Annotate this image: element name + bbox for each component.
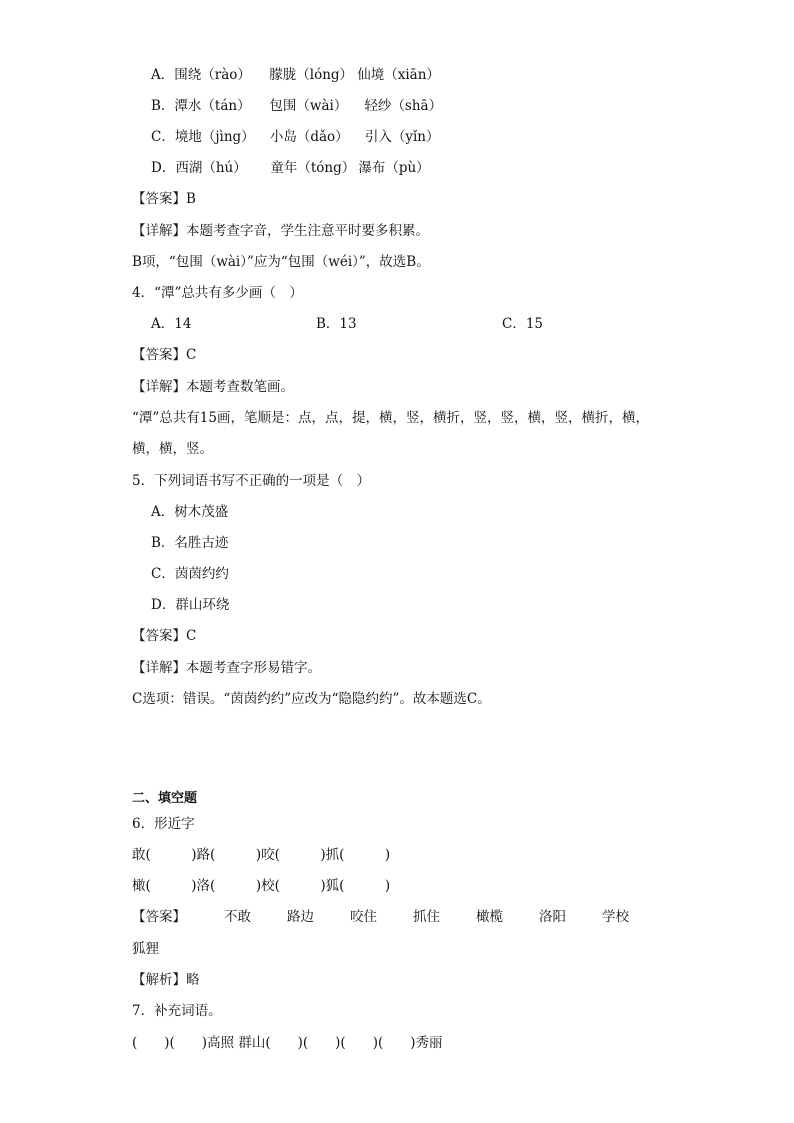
answer-tag: 【答案】 (132, 191, 186, 207)
answer-word: 不敢 (224, 909, 251, 925)
analysis-tag: 【解析】 (132, 972, 186, 988)
q6-answer (132, 908, 629, 926)
blank-char: )抓( (279, 847, 345, 863)
q3-answer (132, 190, 196, 208)
option-item: 西湖（hú） (175, 160, 247, 176)
option-label: D． (151, 160, 176, 176)
blank-char: )咬( (215, 847, 280, 863)
q4-detail (132, 378, 294, 396)
option-label: B． (151, 98, 175, 114)
option-item: 包围（wài） (269, 98, 348, 114)
q3-option-c (151, 128, 439, 146)
q5-detail-2: C选项：错误。“茵茵约约”应改为“隐隐约约”。故本题选C。 (132, 691, 491, 707)
detail-tag: 【详解】 (132, 379, 186, 395)
blank-char: 敢( (132, 847, 151, 863)
detail-text: 本题考查字形易错字。 (186, 660, 321, 676)
option-item: 引入（yǐn） (364, 129, 440, 145)
detail-tag: 【详解】 (132, 660, 186, 676)
answer-word: 路边 (287, 909, 314, 925)
detail-tag: 【详解】 (132, 223, 186, 239)
answer-tag: 【答案】 (132, 347, 186, 363)
answer-word: 橄榄 (476, 909, 503, 925)
q5-stem: 5．下列词语书写不正确的一项是（ ） (132, 473, 371, 489)
q6-row-2 (132, 877, 390, 895)
q5-detail (132, 659, 321, 677)
q5-option-d: D．群山环绕 (151, 597, 230, 613)
option-item: B．13 (316, 316, 357, 332)
option-item: 仙境（xiān） (357, 67, 440, 83)
blank-char: 橄( (132, 878, 151, 894)
option-item: 朦胧（lóng） (269, 67, 354, 83)
q4-detail-2: “潭”总共有15画，笔顺是：点，点，提，横，竖，横折，竖，竖，横，竖，横折，横， (132, 410, 649, 426)
q4-options (151, 315, 543, 333)
blank-char: ) (344, 878, 391, 894)
option-item: 围绕（rào） (174, 67, 251, 83)
q5-answer (132, 627, 196, 645)
blank-char: )洛( (150, 878, 216, 894)
option-item: 境地（jìng） (174, 129, 255, 145)
option-item: 轻纱（shā） (364, 98, 443, 114)
q6-analysis (132, 971, 200, 989)
option-item: 童年（tóng） (270, 160, 356, 176)
q5-option-c: C．茵茵约约 (151, 566, 229, 582)
q7-line: ( )( )高照 群山( )( )( )( )秀丽 (132, 1035, 443, 1051)
detail-text: 本题考查字音，学生注意平时要多积累。 (186, 223, 429, 239)
blank-char: )狐( (279, 878, 345, 894)
answer-word: 学校 (602, 909, 629, 925)
option-item: A．14 (151, 316, 192, 332)
answer-value: B (186, 191, 196, 207)
blank-char: )校( (215, 878, 280, 894)
answer-tag: 【答案】 (132, 628, 186, 644)
section-title: 二、填空题 (132, 791, 198, 806)
blank-char: )路( (150, 847, 216, 863)
q4-detail-3: 横，横，竖。 (132, 441, 213, 457)
q6-row-1 (132, 846, 390, 864)
analysis-text: 略 (186, 972, 200, 988)
answer-value: C (186, 347, 197, 363)
option-item: C．15 (502, 316, 544, 332)
q4-stem: 4．“潭”总共有多少画（ ） (132, 285, 303, 301)
answer-value: C (186, 628, 197, 644)
q3-option-b (151, 97, 442, 115)
q3-detail-2: B项，“包围（wài）”应为“包围（wéi）”，故选B。 (132, 254, 430, 270)
q7-stem: 7．补充词语。 (132, 1003, 222, 1019)
q5-option-b: B．名胜古迹 (151, 535, 229, 551)
q6-answer-wrap: 狐狸 (132, 941, 159, 957)
option-label: C． (151, 129, 175, 145)
answer-word: 洛阳 (539, 909, 566, 925)
blank-char: ) (344, 847, 391, 863)
q6-stem: 6．形近字 (132, 816, 195, 832)
q3-option-a (151, 66, 440, 84)
q4-answer (132, 346, 196, 364)
answer-word: 咬住 (350, 909, 377, 925)
answer-tag: 【答案】 (132, 909, 186, 925)
q3-option-d (151, 159, 430, 177)
detail-text: 本题考查数笔画。 (186, 379, 294, 395)
option-item: 瀑布（pù） (358, 160, 430, 176)
option-item: 小岛（dǎo） (269, 129, 349, 145)
option-item: 潭水（tán） (174, 98, 251, 114)
q3-detail (132, 222, 429, 240)
answer-word: 抓住 (413, 909, 440, 925)
q5-option-a: A．树木茂盛 (151, 504, 229, 520)
option-label: A． (151, 67, 175, 83)
